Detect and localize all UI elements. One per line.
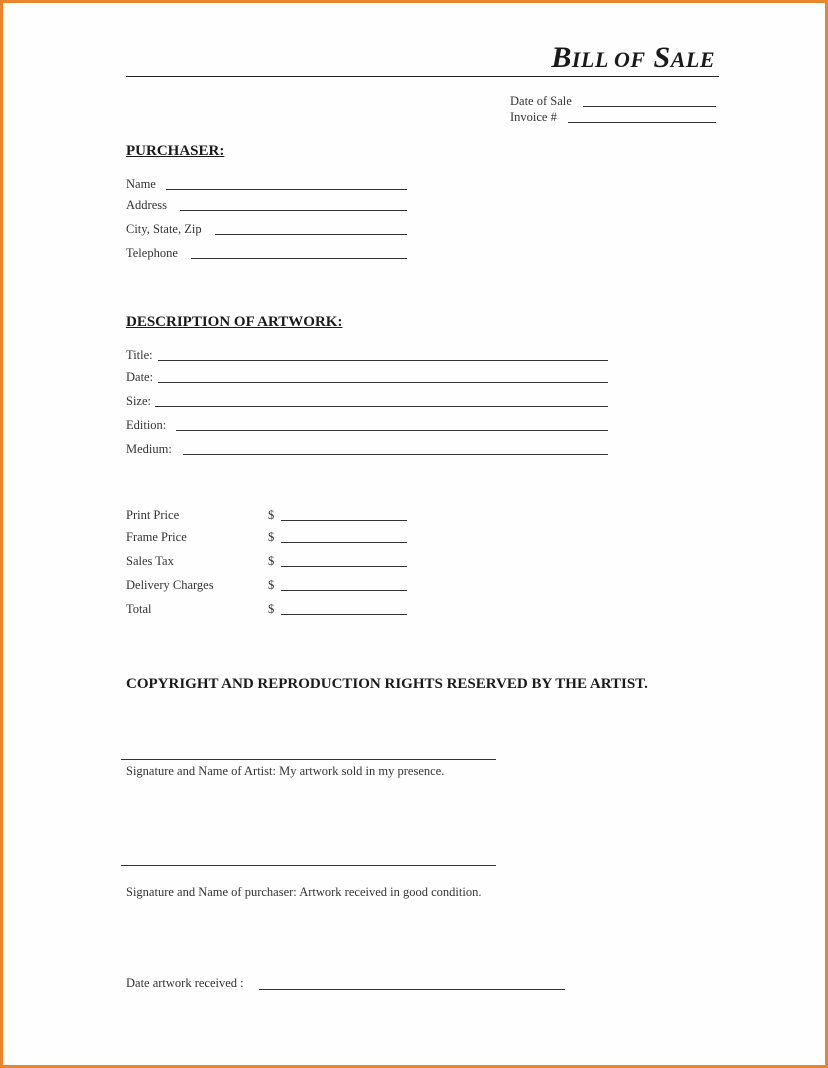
address-field[interactable] — [180, 210, 407, 211]
artwork-heading: DESCRIPTION OF ARTWORK: — [126, 314, 343, 330]
document-title: BILL OF SALE — [551, 41, 715, 74]
purchaser-signature-label: Signature and Name of purchaser: Artwork received in good condition. — [126, 885, 482, 899]
total-label: Total — [126, 602, 152, 616]
artwork-size-label: Size: — [126, 394, 151, 408]
purchaser-heading: PURCHASER: — [126, 143, 225, 159]
delivery-charges-currency: $ — [268, 578, 275, 592]
total-currency: $ — [268, 602, 275, 616]
name-field[interactable] — [166, 189, 407, 190]
city-state-zip-label: City, State, Zip — [126, 222, 202, 236]
sales-tax-label: Sales Tax — [126, 554, 174, 568]
artwork-size-field[interactable] — [155, 406, 608, 407]
artwork-edition-field[interactable] — [176, 430, 608, 431]
telephone-label: Telephone — [126, 246, 178, 260]
name-label: Name — [126, 177, 156, 191]
artwork-date-field[interactable] — [158, 382, 608, 383]
sales-tax-field[interactable] — [281, 566, 407, 567]
purchaser-signature-line[interactable] — [121, 865, 496, 866]
artist-signature-line[interactable] — [121, 759, 496, 760]
city-state-zip-field[interactable] — [215, 234, 407, 235]
frame-price-field[interactable] — [281, 542, 407, 543]
frame-price-currency: $ — [268, 530, 275, 544]
title-divider — [126, 76, 719, 77]
date-of-sale-label: Date of Sale — [510, 94, 572, 108]
invoice-field[interactable] — [568, 122, 716, 123]
date-received-label: Date artwork received : — [126, 976, 244, 990]
telephone-field[interactable] — [191, 258, 407, 259]
artwork-medium-field[interactable] — [183, 454, 608, 455]
print-price-label: Print Price — [126, 508, 180, 522]
artwork-date-label: Date: — [126, 370, 154, 384]
print-price-field[interactable] — [281, 520, 407, 521]
date-of-sale-field[interactable] — [583, 106, 716, 107]
print-price-currency: $ — [268, 508, 275, 522]
delivery-charges-field[interactable] — [281, 590, 407, 591]
copyright-notice: COPYRIGHT AND REPRODUCTION RIGHTS RESERVED BY THE ARTIST. — [126, 676, 648, 692]
delivery-charges-label: Delivery Charges — [126, 578, 214, 592]
artist-signature-label: Signature and Name of Artist: My artwork sold in my presence. — [126, 764, 445, 778]
artwork-title-label: Title: — [126, 348, 153, 362]
invoice-label: Invoice # — [510, 110, 557, 124]
total-field[interactable] — [281, 614, 407, 615]
artwork-title-field[interactable] — [158, 360, 608, 361]
artwork-edition-label: Edition: — [126, 418, 167, 432]
address-label: Address — [126, 198, 167, 212]
sales-tax-currency: $ — [268, 554, 275, 568]
date-received-field[interactable] — [259, 989, 565, 990]
frame-price-label: Frame Price — [126, 530, 187, 544]
artwork-medium-label: Medium: — [126, 442, 172, 456]
